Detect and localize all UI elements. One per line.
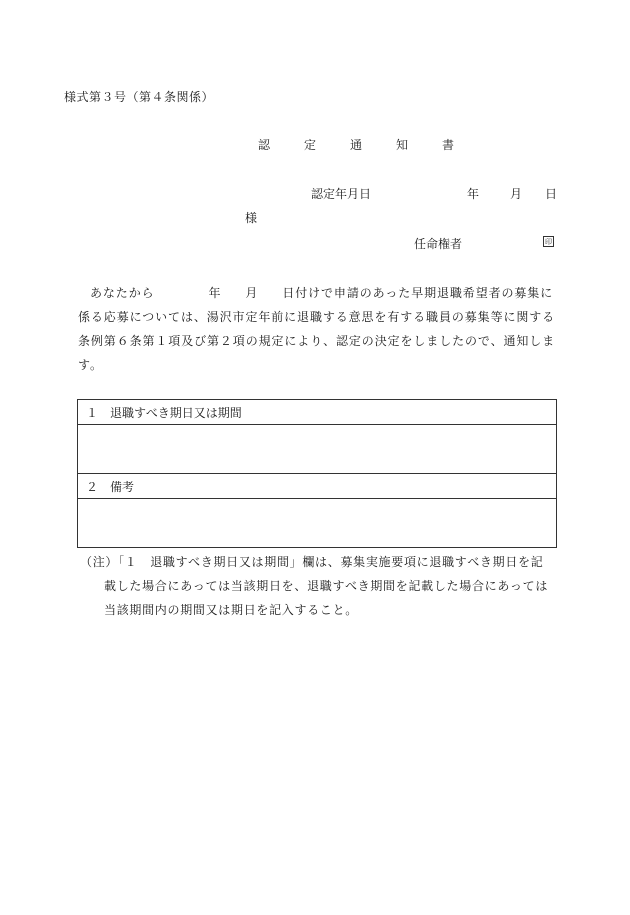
certification-date-label: 認定年月日 <box>311 187 372 201</box>
retirement-date-cell <box>78 425 557 474</box>
footnote-line-1: （注）「１ 退職すべき期日又は期間」欄は、募集実施要項に退職すべき期日を記 <box>80 555 544 569</box>
date-year-label: 年 <box>467 187 480 201</box>
recipient-honorific: 様 <box>245 211 258 225</box>
body-intro: あなたから <box>90 286 155 300</box>
appointing-authority-label: 任命権者 <box>414 237 463 251</box>
remarks-cell <box>78 499 557 548</box>
retirement-date-label: １ 退職すべき期日又は期間 <box>78 400 557 425</box>
info-table <box>77 399 557 548</box>
footnote-line-3: 当該期間内の期間又は期日を記入すること。 <box>104 603 359 617</box>
body-year: 年 <box>208 286 222 300</box>
form-number: 様式第３号（第４条関係） <box>64 90 215 104</box>
footnote-line-2: 載した場合にあっては当該期日を、退職すべき期間を記載した場合にあっては <box>104 579 549 593</box>
remarks-label: ２ 備考 <box>78 474 557 499</box>
body-rest: 日付けで申請のあった早期退職希望者の募集に係る応募については、湯沢市定年前に退職する意思を有する職員の募集等に関する条例第６条第１項及び第２項の規定により、認定の決定をしましたので、通知します。 <box>78 286 556 372</box>
date-month-label: 月 <box>510 187 523 201</box>
body-month: 月 <box>245 286 259 300</box>
document-title: 認 定 通 知 書 <box>258 138 466 152</box>
footnote <box>80 550 558 622</box>
date-day-label: 日 <box>545 187 558 201</box>
seal-mark: 印 <box>545 238 552 246</box>
notice-body <box>78 281 558 377</box>
